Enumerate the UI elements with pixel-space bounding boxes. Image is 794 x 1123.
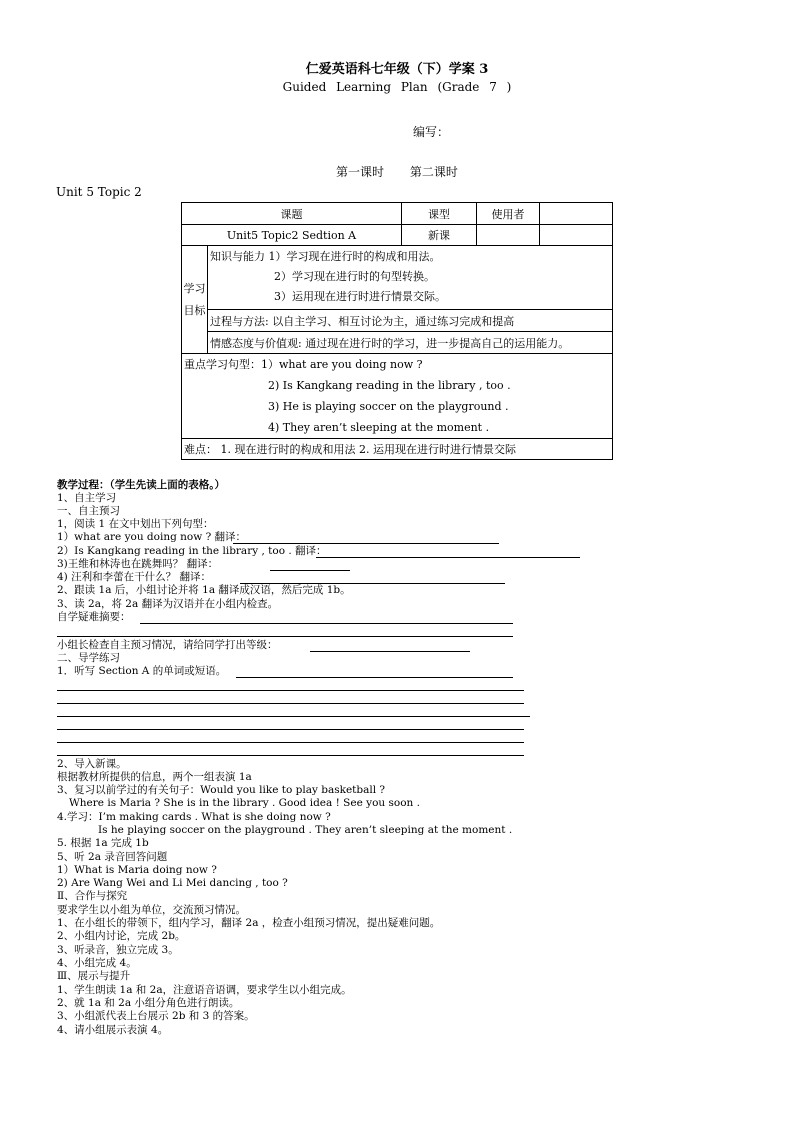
answer-line[interactable]: [57, 729, 524, 730]
listen-2a-task: 5、听 2a 录音回答问题: [57, 851, 168, 863]
user-value: [477, 225, 540, 246]
doubts-label: 自学疑难摘要：: [57, 611, 131, 623]
knowledge-goals: [208, 246, 613, 310]
show-4: 4、请小组展示表演 4。: [57, 1024, 169, 1036]
difficulty-row: 难点： 1. 现在进行时的构成和用法 2. 运用现在进行时进行情景交际: [182, 439, 613, 460]
finish-task: 5. 根据 1a 完成 1b: [57, 837, 149, 849]
review-task-detail: Where is Maria ? She is in the library . Good idea ! See you soon .: [69, 797, 420, 809]
question-1-2: 2）Is Kangkang reading in the library , too . 翻译：: [57, 545, 327, 557]
question-1: 1，阅读 1 在文中划出下列句型：: [57, 518, 214, 530]
question-3: 3、读 2a，将 2a 翻译为汉语并在小组内检查。: [57, 598, 279, 610]
question-1-4: 4) 汪利和李蕾在干什么？ 翻译：: [57, 571, 211, 583]
answer-line[interactable]: [140, 623, 513, 624]
answer-line[interactable]: [233, 543, 499, 544]
key-sentence-1-text: 1）what are you doing now ?: [261, 358, 423, 371]
answer-line[interactable]: [270, 570, 350, 571]
answer-line[interactable]: [57, 755, 524, 756]
intro-task: 2、导入新课。: [57, 758, 127, 770]
key-sentences-label: 重点学习句型：: [184, 358, 261, 371]
listen-question-1: 1）What is Maria doing now ?: [57, 864, 217, 876]
answer-line[interactable]: [57, 636, 513, 637]
question-1-1: 1）what are you doing now ? 翻译：: [57, 531, 247, 543]
emotion-goal: 情感态度与价值观: 通过现在进行时的学习，进一步提高自己的运用能力。: [208, 332, 613, 354]
type-value: 新课: [402, 225, 477, 246]
listen-question-2: 2) Are Wang Wei and Li Mei dancing , too ?: [57, 877, 288, 889]
unit-topic: Unit 5 Topic 2: [56, 185, 142, 199]
editor-label: 编写：: [413, 125, 450, 139]
learn-task-detail: Is he playing soccer on the playground . They aren’t sleeping at the moment .: [98, 824, 513, 836]
key-sentence-1: [184, 354, 610, 375]
header-user: 使用者: [477, 203, 540, 225]
knowledge-goal-2: 2）学习现在进行时的句型转换。: [274, 270, 435, 283]
show-3: 3、小组派代表上台展示 2b 和 3 的答案。: [57, 1010, 255, 1022]
key-sentence-4: 4) They aren’t sleeping at the moment .: [268, 421, 490, 434]
cooperation-2: 2、小组内讨论，完成 2b。: [57, 930, 186, 942]
answer-line[interactable]: [57, 742, 524, 743]
section-self-study: 1、自主学习: [57, 492, 117, 504]
key-sentence-3: 3) He is playing soccer on the playground .: [268, 400, 509, 413]
goals-label: [182, 246, 208, 354]
question-2: 2、跟读 1a 后，小组讨论并将 1a 翻译成汉语，然后完成 1b。: [57, 584, 351, 596]
process-goal: 过程与方法: 以自主学习、相互讨论为主，通过练习完成和提高: [208, 310, 613, 332]
knowledge-goal-1: 知识与能力 1）学习现在进行时的构成和用法。: [210, 250, 441, 263]
knowledge-goal-3: 3）运用现在进行时进行情景交际。: [274, 290, 446, 303]
key-sentence-2: 2) Is Kangkang reading in the library , too .: [268, 379, 511, 392]
section-self-preview: 一、自主预习: [57, 505, 120, 517]
section-practice: 二、导学练习: [57, 652, 120, 664]
answer-line[interactable]: [57, 716, 530, 717]
extra-value: [540, 225, 613, 246]
section-show: Ⅲ、展示与提升: [57, 970, 131, 982]
cooperation-4: 4、小组完成 4。: [57, 957, 137, 969]
header-empty: [540, 203, 613, 225]
document-title: 仁爱英语科七年级（下）学案 3: [305, 62, 489, 77]
cooperation-intro: 要求学生以小组为单位，交流预习情况。: [57, 904, 246, 916]
intro-task-detail: 根据教材所提供的信息，两个一组表演 1a: [57, 771, 252, 783]
topic-value: Unit5 Topic2 Sedtion A: [182, 225, 402, 246]
answer-line[interactable]: [316, 557, 580, 558]
answer-line[interactable]: [57, 690, 524, 691]
document-subtitle: Guided Learning Plan (Grade 7 ): [282, 80, 512, 94]
cooperation-1: 1、在小组长的带领下，组内学习，翻译 2a ，检查小组预习情况，提出疑难问题。: [57, 917, 441, 929]
answer-line[interactable]: [236, 677, 513, 678]
process-heading: 教学过程：（学生先读上面的表格。）: [57, 479, 225, 491]
learn-task: 4.学习：I’m making cards . What is she doing now ?: [57, 811, 331, 823]
section-cooperation: Ⅱ、合作与探究: [57, 890, 128, 902]
header-type: 课型: [402, 203, 477, 225]
answer-line[interactable]: [57, 703, 524, 704]
question-1-3: 3)王维和林涛也在跳舞吗？ 翻译：: [57, 558, 219, 570]
grade-line[interactable]: [310, 651, 470, 652]
show-1: 1、学生朗读 1a 和 2a，注意语音语调，要求学生以小组完成。: [57, 984, 352, 996]
lesson-periods: 第一课时 第二课时: [336, 165, 458, 179]
show-2: 2、就 1a 和 2a 小组分角色进行朗读。: [57, 997, 240, 1009]
header-topic: 课题: [182, 203, 402, 225]
listen-task: 1．听写 Section A 的单词或短语。: [57, 665, 227, 677]
key-sentences: [182, 354, 613, 439]
check-label: 小组长检查自主预习情况，请给同学打出等级：: [57, 639, 278, 651]
review-task: 3、复习以前学过的有关句子：Would you like to play basketball ?: [57, 784, 386, 796]
goals-label-line-1: 学习: [183, 281, 206, 295]
cooperation-3: 3、听录音，独立完成 3。: [57, 944, 179, 956]
goals-label-line-2: 目标: [183, 303, 206, 317]
lesson-info-table: [181, 202, 613, 460]
